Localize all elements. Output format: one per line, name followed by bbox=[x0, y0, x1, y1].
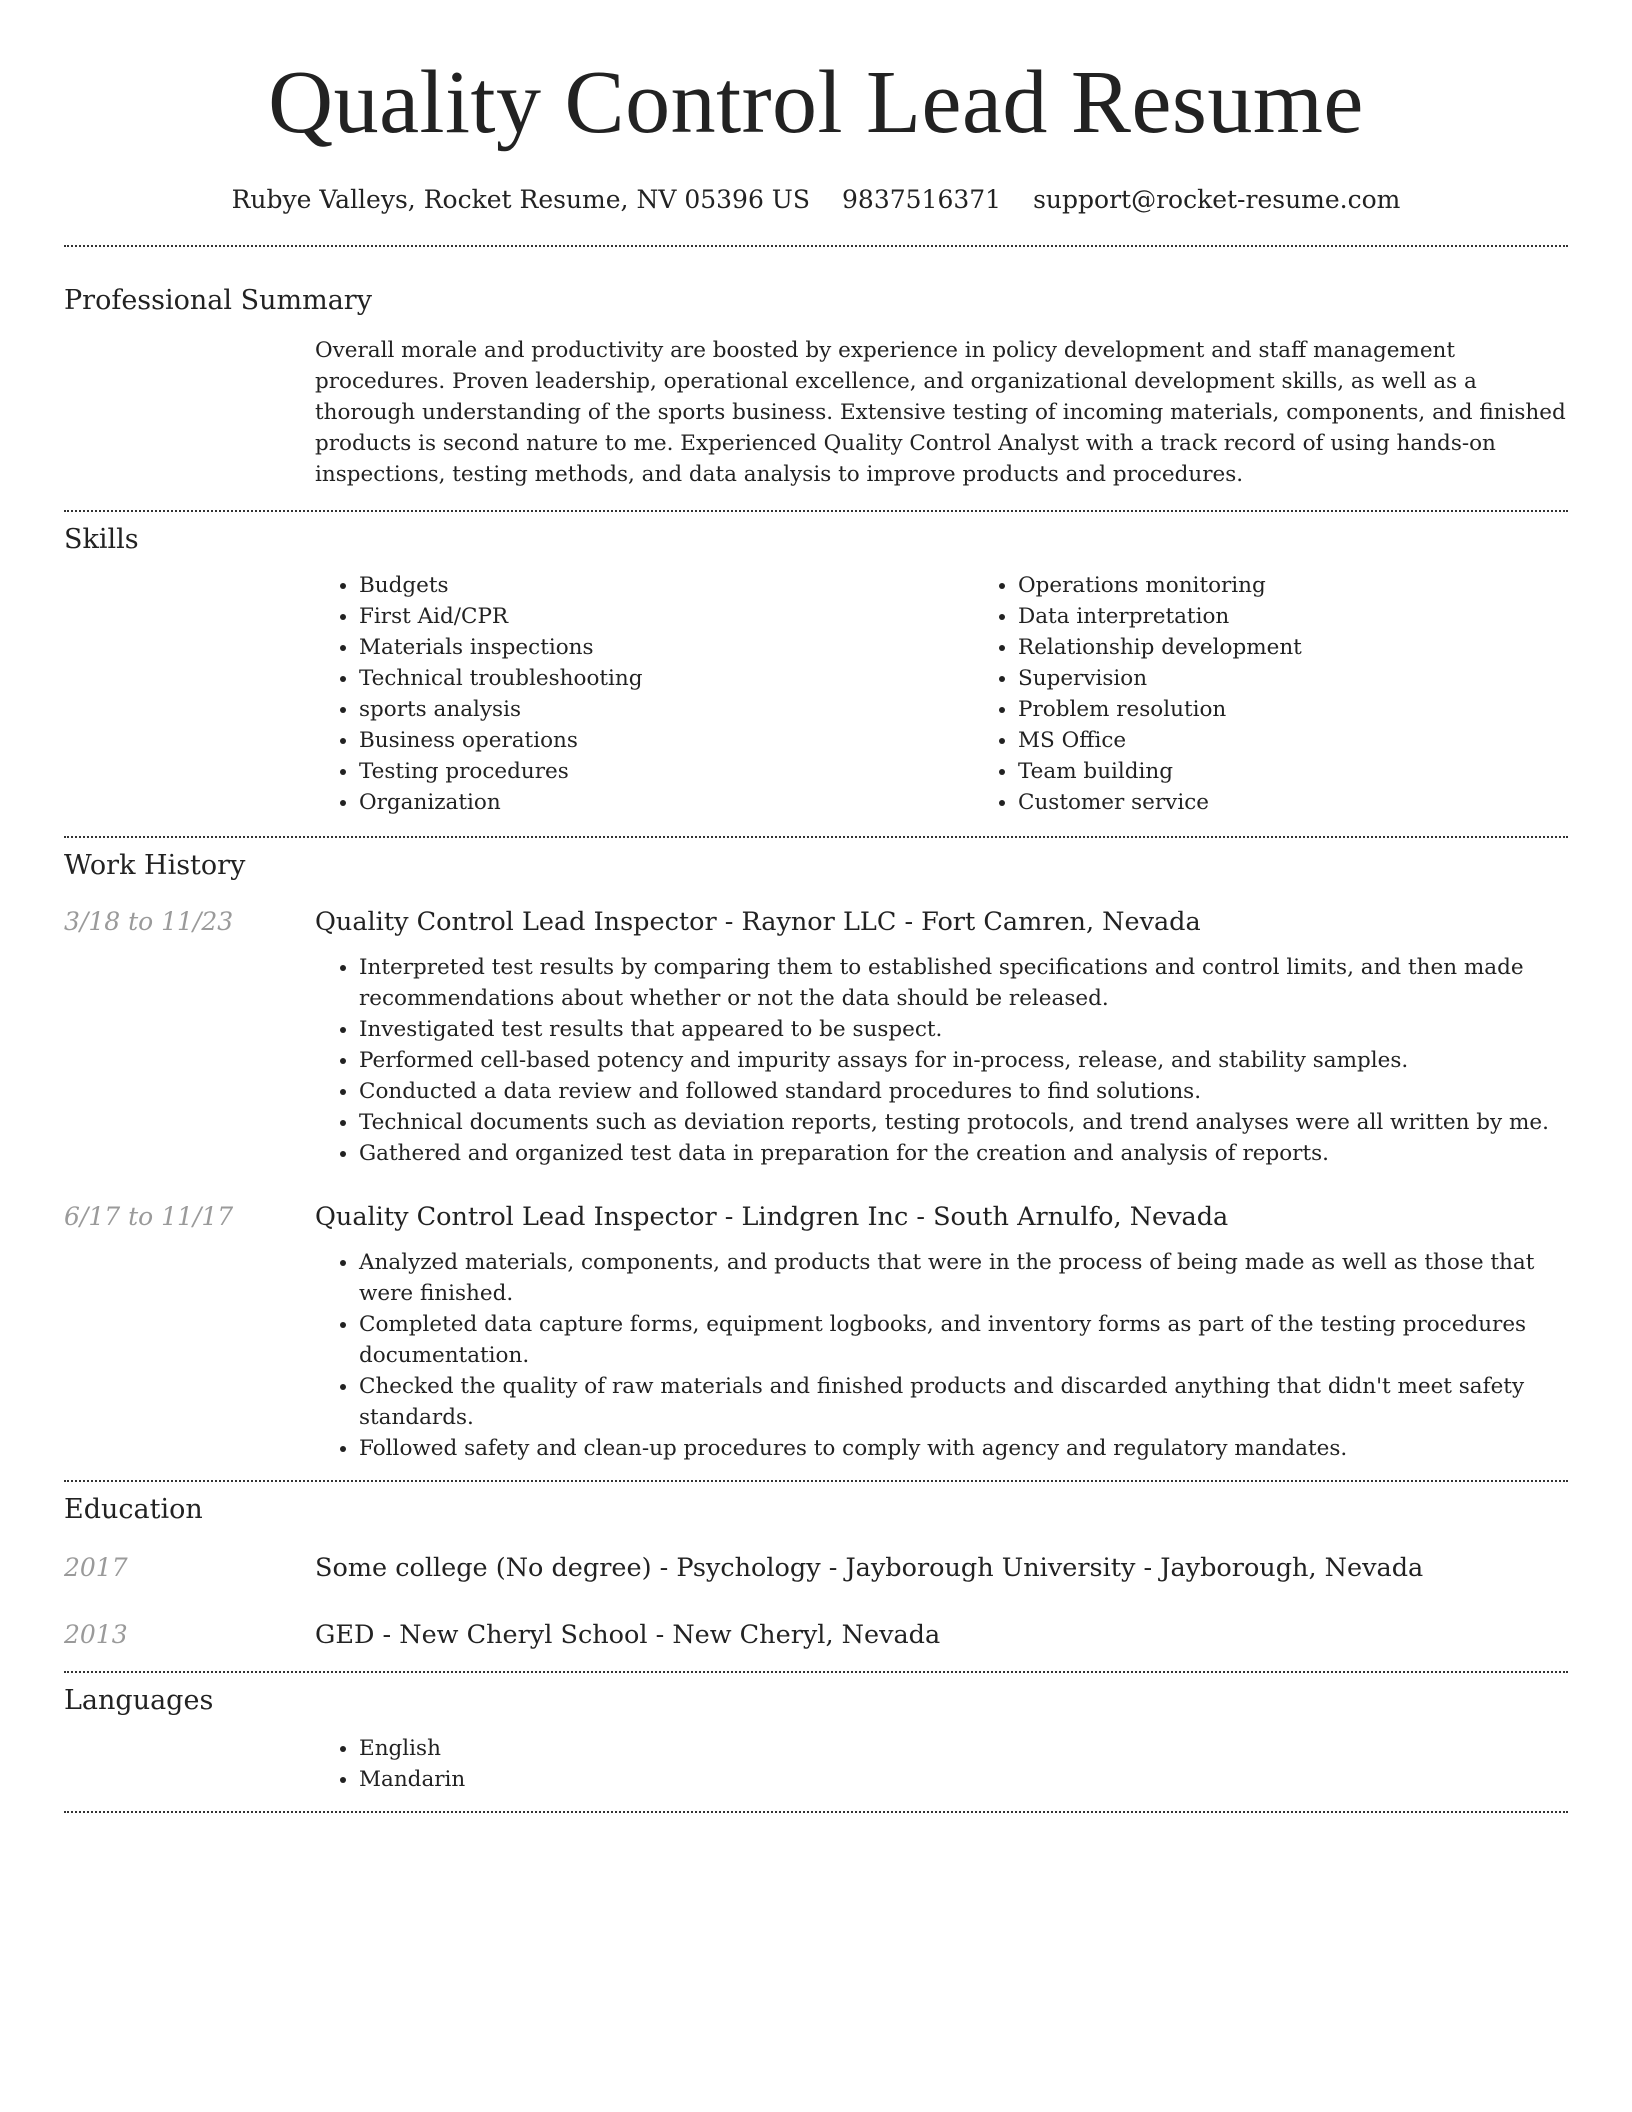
skill-item: • First Aid/CPR bbox=[359, 601, 974, 632]
job-bullets bbox=[315, 952, 1568, 1169]
skill-item: • Relationship development bbox=[1018, 632, 1632, 663]
resume-title: Quality Control Lead Resume bbox=[268, 53, 1364, 152]
skill-item: • Supervision bbox=[1018, 663, 1632, 694]
job-bullet: • Analyzed materials, components, and products that were in the process of being made as well as those that were finished. bbox=[359, 1247, 1568, 1309]
contact-line bbox=[64, 182, 1568, 218]
section-divider bbox=[64, 245, 1568, 247]
job-bullet: • Technical documents such as deviation reports, testing protocols, and trend analyses were all written by me. bbox=[359, 1107, 1568, 1138]
contact-email: support@rocket-resume.com bbox=[1033, 185, 1401, 214]
language-item: • Mandarin bbox=[359, 1764, 1568, 1795]
skills-section-title: Skills bbox=[64, 524, 139, 555]
skill-item: • Testing procedures bbox=[359, 756, 974, 787]
skill-item: • sports analysis bbox=[359, 694, 974, 725]
education-section-title: Education bbox=[64, 1494, 203, 1525]
languages-list bbox=[315, 1733, 1568, 1795]
contact-address: Rubye Valleys, Rocket Resume, NV 05396 US bbox=[231, 185, 811, 214]
skill-item: • Technical troubleshooting bbox=[359, 663, 974, 694]
language-item: • English bbox=[359, 1733, 1568, 1764]
job-bullet: • Conducted a data review and followed standard procedures to find solutions. bbox=[359, 1076, 1568, 1107]
skill-item: • Customer service bbox=[1018, 787, 1632, 818]
education-detail: Some college (No degree) - Psychology - Jayborough University - Jayborough, Nevada bbox=[315, 1553, 1424, 1583]
skills-row bbox=[64, 570, 1568, 818]
summary-text: Overall morale and productivity are boosted by experience in policy development and staff management procedures. Proven leadership, operational excellence, and organizational development skills, as well as a thorough understanding of the sports business. Extensive testing of incoming materials, components, and finished products is second nature to me. Experienced Quality Control Analyst with a track record of using hands-on inspections, testing methods, and data analysis to improve products and procedures. bbox=[315, 338, 1566, 487]
skill-item: • Organization bbox=[359, 787, 974, 818]
skill-item: • Materials inspections bbox=[359, 632, 974, 663]
languages-section-title: Languages bbox=[64, 1685, 214, 1716]
summary-section-title: Professional Summary bbox=[64, 285, 372, 316]
skills-list-right bbox=[974, 570, 1632, 818]
job-entry bbox=[64, 1199, 1568, 1464]
skill-item: • Team building bbox=[1018, 756, 1632, 787]
job-heading: Quality Control Lead Inspector - Raynor LLC - Fort Camren, Nevada bbox=[315, 907, 1201, 937]
section-divider bbox=[64, 1811, 1568, 1813]
work-section-title: Work History bbox=[64, 850, 246, 881]
job-bullet: • Gathered and organized test data in preparation for the creation and analysis of reports. bbox=[359, 1138, 1568, 1169]
section-divider bbox=[64, 1671, 1568, 1673]
skill-item: • Business operations bbox=[359, 725, 974, 756]
section-divider bbox=[64, 510, 1568, 512]
education-year: 2017 bbox=[64, 1553, 128, 1582]
education-entry bbox=[64, 1550, 1568, 1586]
job-dates: 3/18 to 11/23 bbox=[64, 907, 234, 936]
section-divider bbox=[64, 836, 1568, 838]
job-bullet: • Followed safety and clean-up procedures to comply with agency and regulatory mandates. bbox=[359, 1433, 1568, 1464]
education-entry bbox=[64, 1617, 1568, 1653]
job-bullet: • Interpreted test results by comparing them to established specifications and control limits, and then made recommendations about whether or not the data should be released. bbox=[359, 952, 1568, 1014]
job-bullet: • Investigated test results that appeared to be suspect. bbox=[359, 1014, 1568, 1045]
languages-row bbox=[64, 1733, 1568, 1795]
education-detail: GED - New Cheryl School - New Cheryl, Nevada bbox=[315, 1620, 941, 1650]
skill-item: • Data interpretation bbox=[1018, 601, 1632, 632]
job-entry bbox=[64, 904, 1568, 1169]
skill-item: • MS Office bbox=[1018, 725, 1632, 756]
section-divider bbox=[64, 1480, 1568, 1482]
job-bullet: • Performed cell-based potency and impurity assays for in-process, release, and stability samples. bbox=[359, 1045, 1568, 1076]
job-bullet: • Completed data capture forms, equipment logbooks, and inventory forms as part of the testing procedures documentation. bbox=[359, 1309, 1568, 1371]
skill-item: • Budgets bbox=[359, 570, 974, 601]
summary-row bbox=[64, 335, 1568, 490]
skill-item: • Problem resolution bbox=[1018, 694, 1632, 725]
job-dates: 6/17 to 11/17 bbox=[64, 1202, 234, 1231]
contact-phone: 9837516371 bbox=[842, 185, 1002, 214]
job-heading: Quality Control Lead Inspector - Lindgren Inc - South Arnulfo, Nevada bbox=[315, 1202, 1229, 1232]
job-bullets bbox=[315, 1247, 1568, 1464]
job-bullet: • Checked the quality of raw materials and finished products and discarded anything that didn't meet safety standards. bbox=[359, 1371, 1568, 1433]
skill-item: • Operations monitoring bbox=[1018, 570, 1632, 601]
skills-list-left bbox=[315, 570, 974, 818]
education-year: 2013 bbox=[64, 1620, 128, 1649]
